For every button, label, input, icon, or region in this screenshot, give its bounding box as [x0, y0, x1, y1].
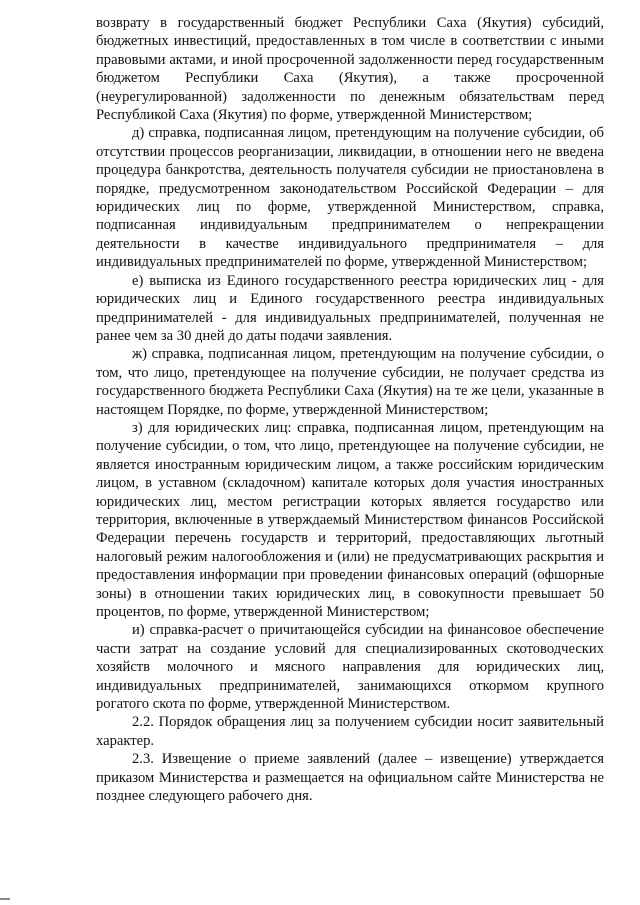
- scan-edge-mark: [0, 898, 10, 900]
- paragraph-item-e: е) выписка из Единого государственного реестра юридических лиц - для юридических лиц и Единого государственного реестра индивидуальных предпринимателей - для индивидуальных предпринимателей, полученная не ранее чем за 30 дней до даты подачи заявления.: [96, 272, 604, 344]
- paragraph-item-z: з) для юридических лиц: справка, подписанная лицом, претендующим на получение субсидии, о том, что лицо, претендующее на получение субсидии, не является иностранным юридическим лицом, а также российским юридическим лицом, в уставном (складочном) капитале которых доля участия иностранных юридических лиц, местом регистрации которых является государство или территория, включенные в утверждаемый Министерством финансов Российской Федерации перечень государств и территорий, предоставляющих льготный налоговый режим налогообложения и (или) не предусматривающих раскрытия и предоставления информации при проведении финансовых операций (офшорные зоны) в отношении таких юридических лиц, в совокупности превышает 50 процентов, по форме, утвержденной Министерством;: [96, 419, 604, 620]
- paragraph-item-zh: ж) справка, подписанная лицом, претендующим на получение субсидии, о том, что лицо, претендующее на получение субсидии, не получает средства из государственного бюджета Республики Саха (Якутия) на те же цели, указанные в настоящем Порядке, по форме, утвержденной Министерством;: [96, 346, 604, 418]
- paragraph-item-d: д) справка, подписанная лицом, претендующим на получение субсидии, об отсутствии процессов реорганизации, ликвидации, в отношении него не введена процедура банкротства, деятельность получателя субсидии не приостановлена в порядке, предусмотренном законодательством Российской Федерации – для юридических лиц по форме, утвержденной Министерством, справка, подписанная индивидуальным предпринимателем о непрекращении деятельности в качестве индивидуального предпринимателя – для индивидуальных предпринимателей по форме, утвержденной Министерством;: [96, 125, 604, 271]
- paragraph-continuation: возврату в государственный бюджет Республики Саха (Якутия) субсидий, бюджетных инвестиций, предоставленных в том числе в соответствии с иными правовыми актами, и иной просроченной задолженности перед государственным бюджетом Республики Саха (Якутия), а также просроченной (неурегулированной) задолженности по денежным обязательствам перед Республикой Саха (Якутия) по форме, утвержденной Министерством;: [96, 15, 604, 124]
- paragraph-item-i: и) справка-расчет о причитающейся субсидии на финансовое обеспечение части затрат на создание условий для специализированных скотоводческих хозяйств молочного и мясного направления для юридических лиц, индивидуальных предпринимателей, занимающихся откормом крупного рогатого скота по форме, утвержденной Министерством.: [96, 622, 604, 713]
- document-page: [96, 14, 604, 805]
- paragraph-2-2: 2.2. Порядок обращения лиц за получением субсидии носит заявительный характер.: [96, 714, 604, 749]
- paragraph-2-3: 2.3. Извещение о приеме заявлений (далее – извещение) утверждается приказом Министерства и размещается на официальном сайте Министерства не позднее следующего рабочего дня.: [96, 751, 604, 805]
